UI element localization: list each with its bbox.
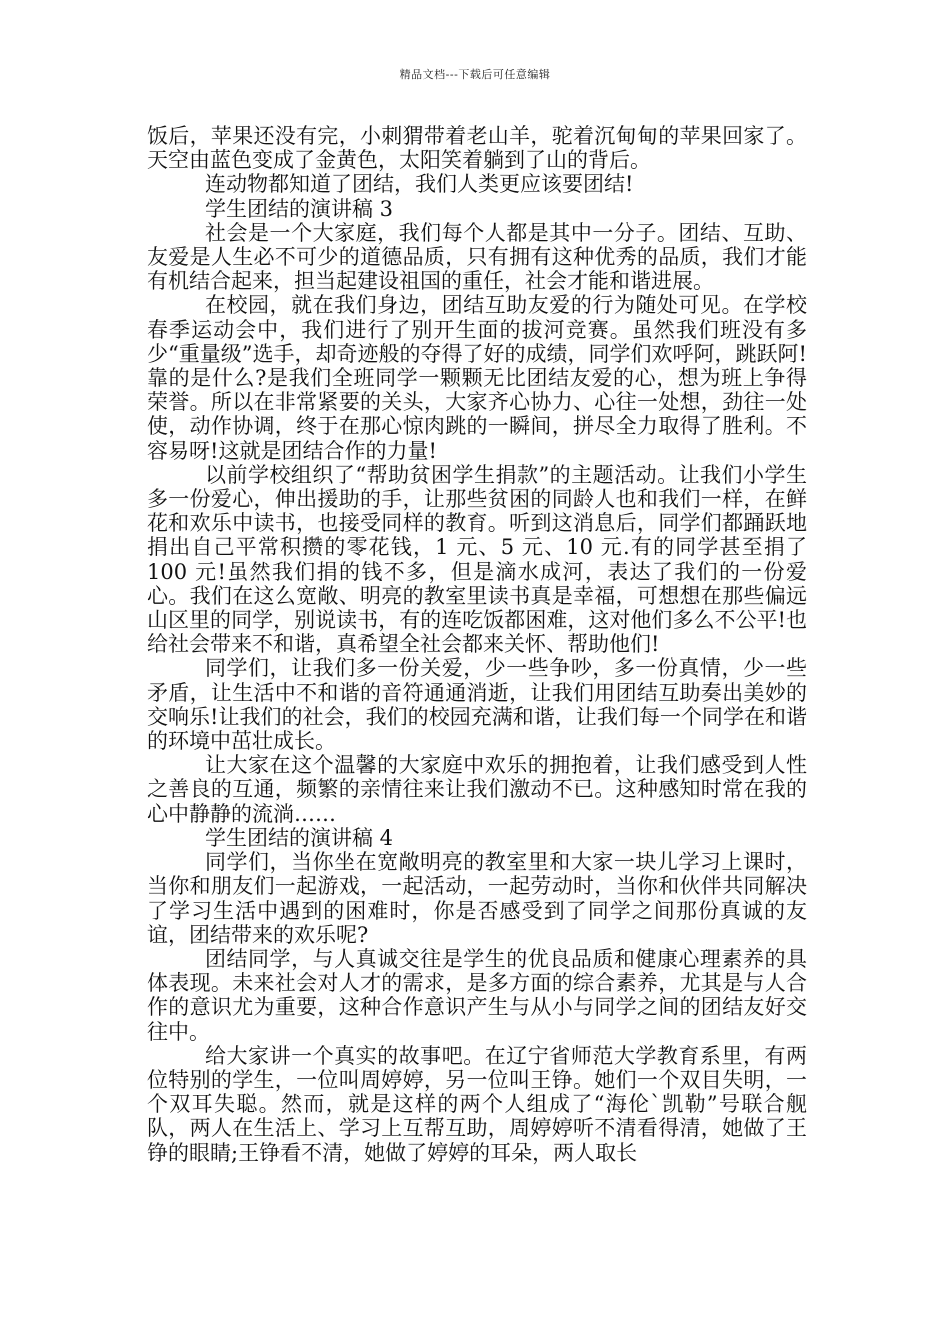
section-title-3: 学生团结的演讲稿 3 — [205, 196, 394, 221]
document-body — [147, 124, 807, 1165]
paragraph-11: 团结同学，与人真诚交往是学生的优良品质和健康心理素养的具体表现。未来社会对人才的需求，是多方面的综合素养，尤其是与人合作的意识尤为重要，这种合作意识产生与从小与同学之间的团结友好交往中。 — [147, 946, 807, 1044]
section-title-4: 学生团结的演讲稿 4 — [205, 825, 394, 850]
paragraph-12: 给大家讲一个真实的故事吧。在辽宁省师范大学教育系里，有两位特别的学生，一位叫周婷婷，另一位叫王铮。她们一个双目失明，一个双耳失聪。然而，就是这样的两个人组成了“海伦`凯勒”号联合舰队，两人在生活上、学习上互帮互助，周婷婷听不清看得清，她做了王铮的眼睛;王铮看不清，她做了婷婷的耳朵，两人取长 — [147, 1043, 807, 1165]
paragraph-10: 同学们，当你坐在宽敞明亮的教室里和大家一块儿学习上课时，当你和朋友们一起游戏，一起活动，一起劳动时，当你和伙伴共同解决了学习生活中遇到的困难时，你是否感受到了同学之间那份真诚的友谊，团结带来的欢乐呢? — [147, 850, 807, 947]
paragraph-8: 让大家在这个温馨的大家庭中欢乐的拥抱着，让我们感受到人性之善良的互通，频繁的亲情往来让我们激动不已。这种感知时常在我的心中静静的流淌…… — [147, 753, 807, 826]
paragraph-2: 连动物都知道了团结，我们人类更应该要团结! — [205, 172, 634, 197]
paragraph-4: 社会是一个大家庭，我们每个人都是其中一分子。团结、互助、友爱是人生必不可少的道德品质，只有拥有这种优秀的品质，我们才能有机结合起来，担当起建设祖国的重任，社会才能和谐进展。 — [147, 220, 807, 294]
page-header: 精品文档---下载后可任意编辑 — [399, 68, 551, 81]
paragraph-7: 同学们，让我们多一份关爱，少一些争吵，多一份真情，少一些矛盾，让生活中不和谐的音符通通消逝，让我们用团结互助奏出美妙的交响乐!让我们的社会，我们的校园充满和谐，让我们每一个同学在和谐的环境中茁壮成长。 — [147, 656, 807, 754]
paragraph-1: 饭后，苹果还没有完，小刺猬带着老山羊，驼着沉甸甸的苹果回家了。天空由蓝色变成了金黄色，太阳笑着躺到了山的背后。 — [147, 124, 807, 173]
paragraph-6: 以前学校组织了“帮助贫困学生捐款”的主题活动。让我们小学生多一份爱心，伸出援助的手，让那些贫困的同龄人也和我们一样，在鲜花和欢乐中读书，也接受同样的教育。听到这消息后，同学们都踊跃地捐出自己平常积攒的零花钱，1 元、5 元、10 元.有的同学甚至捐了 100 元!虽然我们捐的钱不多，但是滴水成河，表达了我们的一份爱心。我们在这么宽敞、明亮的教室里读书真是幸福，可想想在那些偏远山区里的同学，别说读书，有的连吃饭都困难，这对他们多么不公平!也给社会带来不和谐，真希望全社会都来关怀、帮助他们! — [147, 462, 807, 657]
paragraph-5: 在校园，就在我们身边，团结互助友爱的行为随处可见。在学校春季运动会中，我们进行了别开生面的拔河竞赛。虽然我们班没有多少“重量级”选手，却奇迹般的夺得了好的成绩，同学们欢呼阿，跳跃阿!靠的是什么?是我们全班同学一颗颗无比团结友爱的心，想为班上争得荣誉。所以在非常紧要的关头，大家齐心协力、心往一处想，劲往一处使，动作协调，终于在那心惊肉跳的一瞬间，拼尽全力取得了胜利。不容易呀!这就是团结合作的力量! — [147, 293, 807, 463]
